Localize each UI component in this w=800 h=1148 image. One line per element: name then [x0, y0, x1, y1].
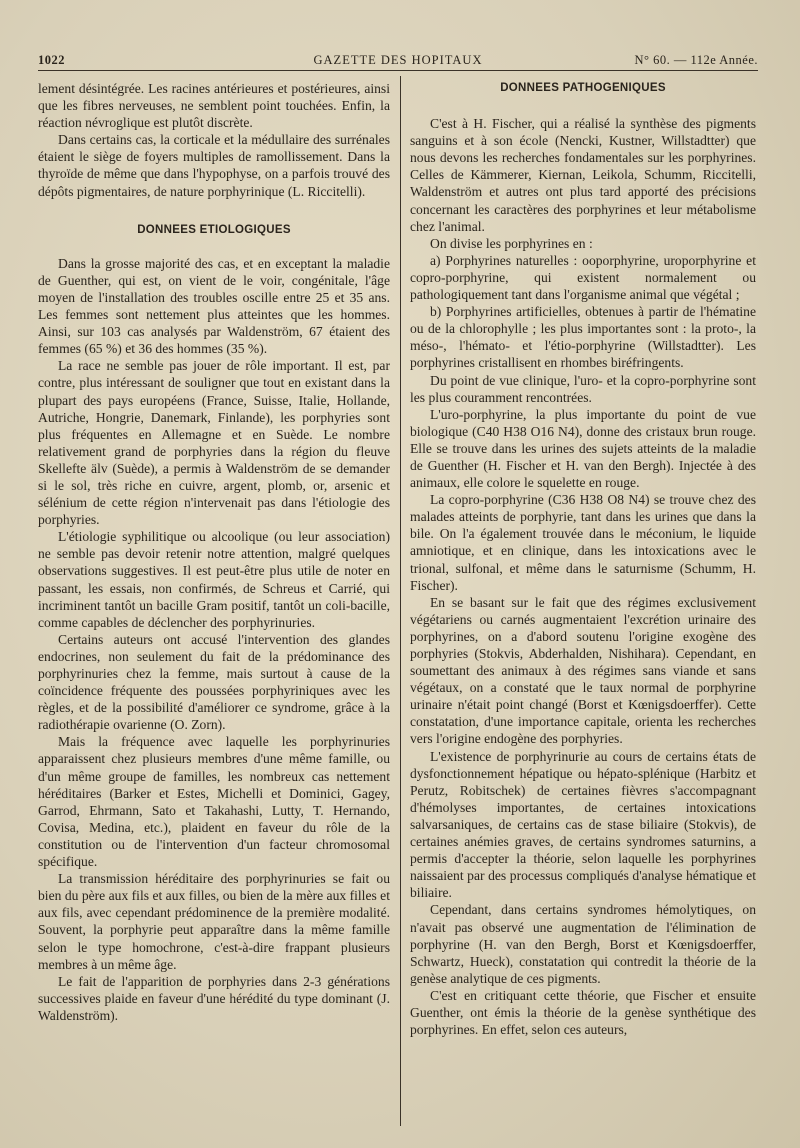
- paragraph: Dans la grosse majorité des cas, et en exceptant la maladie de Guenther, qui est, on vient de le voir, congénitale, l'âge moyen de l'installation des troubles oscille entre 25 et 35 ans. Les femmes sont nettement plus atteintes que les hommes. Ainsi, sur 103 cas analysés par Waldenström, 67 étaient des femmes (65 %) et 36 des hommes (35 %).: [38, 255, 390, 357]
- paragraph: C'est en critiquant cette théorie, que Fischer et ensuite Guenther, ont émis la théorie de la genèse synthétique des porphyrines. En effet, selon ces auteurs,: [410, 987, 756, 1038]
- paragraph: lement désintégrée. Les racines antérieures et postérieures, ainsi que les fibres nerveuses, ne semblent point touchées. Enfin, la réaction névroglique est plutôt discrète.: [38, 81, 390, 131]
- section-heading-pathogeniques: DONNEES PATHOGENIQUES: [500, 82, 666, 94]
- paragraph: La copro-porphyrine (C36 H38 O8 N4) se trouve chez des malades atteints de porphyrie, tant dans les urines que dans la bile. On l'a également trouvée dans le méconium, le liquide amniotique, et en clinique, dans les intoxications avec le trional, sulfonal, et même dans le saturnisme (Schumm, H. Fischer).: [410, 492, 756, 593]
- list-item: b) Porphyrines artificielles, obtenues à partir de l'hématine ou de la chlorophylle ; les plus importantes sont : la proto-, la méso-, l'hémato- et l'étio-porphyrine (Willstadtter). Les porphyrines cristallisent en rhombes biréfringents.: [410, 304, 756, 371]
- paragraph: Dans certains cas, la corticale et la médullaire des surrénales étaient le siège de foyers multiples de ramollissement. Dans la thyroïde de même que dans l'hypophyse, on a parfois trouvé des dépôts pigmentaires, de nature porphyrinique (L. Riccitelli).: [38, 132, 390, 199]
- paragraph: Du point de vue clinique, l'uro- et la copro-porphyrine sont les plus couramment rencontrées.: [410, 372, 756, 405]
- journal-title: GAZETTE DES HOPITAUX: [313, 53, 483, 67]
- list-item: a) Porphyrines naturelles : ooporphyrine, uroporphyrine et copro-porphyrine, qui existent normalement ou pathologiquement tant dans l'organisme animal que végétal ;: [410, 252, 756, 303]
- paragraph: En se basant sur le fait que des régimes exclusivement végétariens ou carnés augmentaient l'excrétion urinaire des porphyrines, on a d'abord soutenu l'origine exogène des porphyries (Stokvis, Abderhalden, Nishihara). Cependant, en soumettant des animaux à des régimes sans viande et sans végétaux, on a constaté que le taux normal de porphyrine urinaire n'était point changé (Borst et Kœnigsdoerffer). Cette constatation, d'une importance capitale, orienta les recherches vers l'origine endogène des porphyries.: [410, 594, 756, 747]
- paragraph: Mais la fréquence avec laquelle les porphyrinuries apparaissent chez plusieurs membres d'une même famille, ou d'un même groupe de familles, les nombreux cas nettement héréditaires (Barker et Estes, Michelli et Dominici, Gagey, Garrod, Ehrmann, Sato et Takahashi, Lutty, T. Hernando, Covisa, Medina, etc.), plaident en faveur du rôle de la constitution ou de l'intervention d'un facteur chromosomal spécifique.: [38, 734, 390, 870]
- left-column: [38, 80, 390, 1024]
- paragraph: L'uro-porphyrine, la plus importante du point de vue biologique (C40 H38 O16 N4), donne des cristaux brun rouge. Elle se trouve dans les urines des sujets atteints de la maladie de Guenther (H. Fischer et H. van den Bergh). Injectée à des animaux, elle colore le squelette en rouge.: [410, 406, 756, 491]
- paragraph: L'existence de porphyrinurie au cours de certains états de dysfonctionnement hépatique ou hépato-splénique (Harbitz et Perutz, Robitschek) de certaines fièvres s'accompagnant d'hémolyses importantes, de certaines intoxications salvarsaniques, de certains cas de stase biliaire (Stokvis), de certaines anémies graves, de certains syndromes saturnins, a permis d'accepter la théorie, selon laquelle les porphyrines naissaient par des processus compliqués d'analyse hématique et biliaire.: [410, 748, 756, 901]
- paragraph: La transmission héréditaire des porphyrinuries se fait ou bien du père aux fils et aux filles, ou bien de la mère aux filles et aux fils, avec cependant prédominence de la première modalité. Souvent, la porphyrie peut apparaître dans la même famille selon le type homochrone, c'est-à-dire frappant plusieurs membres à un même âge.: [38, 871, 390, 972]
- right-column: [410, 80, 756, 1038]
- paragraph: On divise les porphyrines en :: [430, 235, 593, 251]
- paragraph: La race ne semble pas jouer de rôle important. Il est, par contre, plus intéressant de souligner que tout en existant dans la plupart des pays européens (France, Suisse, Italie, Hollande, Autriche, Hongrie, Danemark, Finlande), les porphyries sont plus fréquentes en Allemagne et en Suède. Le nombre relativement grand de porphyries dans la région du fleuve Skellefte älv (Suède), a permis à Waldenström de se demander si le sol, très riche en cuivre, argent, plomb, or, arsenic et sélénium de cette région n'intervenait pas dans l'étiologie des porphyries.: [38, 358, 390, 528]
- header-rule: [38, 70, 758, 71]
- paragraph: Certains auteurs ont accusé l'intervention des glandes endocrines, non seulement du fait de la prédominance des porphyrinuries chez la femme, mais surtout à cause de la coïncidence fréquente des poussées porphyriniques avec les règles, et de la possibilité d'améliorer ce syndrome, grâce à la radiothérapie ovarienne (O. Zorn).: [38, 631, 390, 733]
- paragraph: Cependant, dans certains syndromes hémolytiques, on n'avait pas observé une augmentation de l'élimination de porphyrine (H. van den Bergh, Borst et Kœnigsdoerffer, Schwartz, Hueck), constatation qui contredit la théorie de la genèse analytique de ces pigments.: [410, 902, 756, 986]
- column-divider: [400, 76, 401, 1126]
- issue-number: N° 60. — 112e Année.: [634, 53, 758, 67]
- page-number: 1022: [38, 53, 65, 67]
- running-header: [38, 50, 758, 72]
- paragraph: C'est à H. Fischer, qui a réalisé la synthèse des pigments sanguins et à son école (Nencki, Kustner, Willstadtter) que nous devons les recherches fondamentales sur les porphyrines. Celles de Kämmerer, Kiernan, Leikola, Schumm, Riccitelli, Waldenström et autres ont plus tard apporté des précisions concernant les caractères des porphyrines et leur métabolisme chez l'animal.: [410, 116, 756, 234]
- paragraph: L'étiologie syphilitique ou alcoolique (ou leur association) ne semble pas devoir retenir notre attention, malgré quelques observations suggestives. Il est peut-être plus utile de noter en passant, les essais, non confirmés, de Schreus et Carrié, qui incriminent tantôt un bacille Gram positif, tantôt un coli-bacille, comme capables de déclencher des porphyrinuries.: [38, 529, 390, 630]
- paragraph: Le fait de l'apparition de porphyries dans 2-3 générations successives plaide en faveur d'une hérédité du type dominant (J. Waldenström).: [38, 973, 390, 1023]
- section-heading-etiologiques: DONNEES ETIOLOGIQUES: [137, 223, 291, 236]
